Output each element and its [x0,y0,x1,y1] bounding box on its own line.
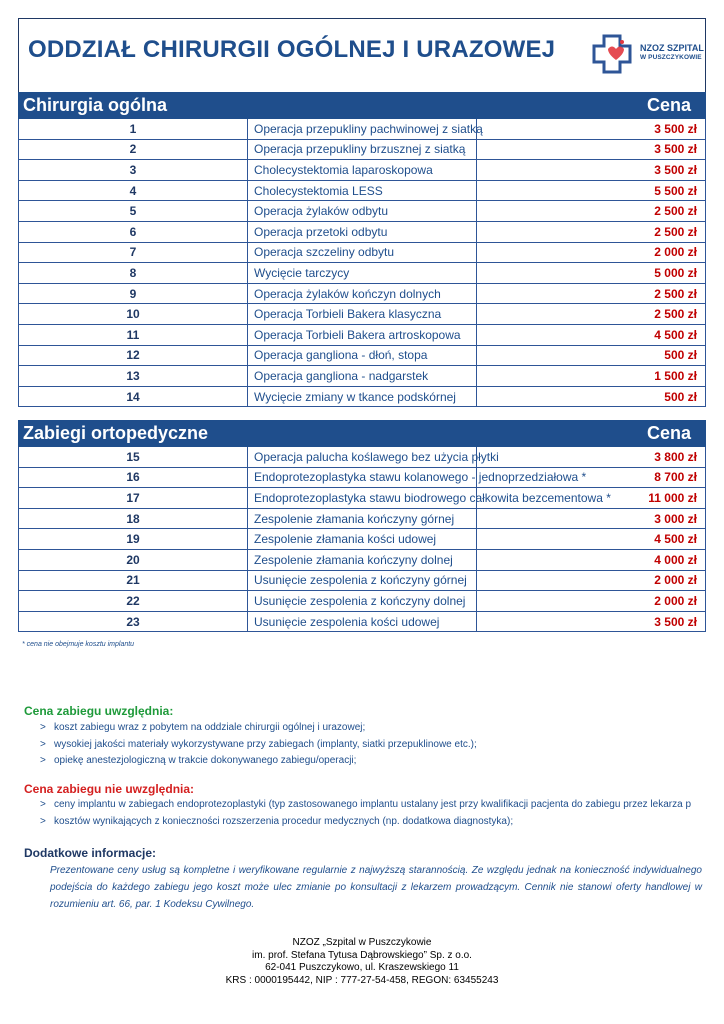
procedure-name: Zespolenie złamania kończyny dolnej [248,549,477,570]
list-item: > kosztów wynikających z konieczności rozszerzenia procedur medycznych (np. dodatkowa diagnostyka); [40,815,514,827]
procedure-name: Cholecystektomia laparoskopowa [248,160,477,181]
included-heading: Cena zabiegu uwzględnia: [24,704,174,718]
section-title: Chirurgia ogólna [19,93,477,119]
row-number: 15 [19,447,248,468]
price-column-header: Cena [477,421,706,447]
procedure-price: 5 500 zł [477,180,706,201]
general-surgery-table [18,92,706,407]
table-row [19,139,706,160]
row-number: 23 [19,611,248,632]
procedure-price: 500 zł [477,386,706,407]
list-item: > wysokiej jakości materiały wykorzystywane przy zabiegach (implanty, siatki przepuklinowe etc.); [40,738,477,750]
table-row [19,263,706,284]
table-row [19,366,706,387]
procedure-price: 3 500 zł [477,160,706,181]
procedure-price: 3 500 zł [477,139,706,160]
procedure-name: Operacja gangliona - dłoń, stopa [248,345,477,366]
procedure-price: 4 500 zł [477,529,706,550]
procedure-price: 8 700 zł [477,467,706,488]
table-row [19,570,706,591]
procedure-name: Operacja przepukliny brzusznej z siatką [248,139,477,160]
row-number: 9 [19,283,248,304]
orthopedic-rows [19,447,706,632]
procedure-name: Operacja żylaków odbytu [248,201,477,222]
row-number: 20 [19,549,248,570]
row-number: 11 [19,324,248,345]
procedure-price: 5 000 zł [477,263,706,284]
page-title: ODDZIAŁ CHIRURGII OGÓLNEJ I URAZOWEJ [28,36,556,63]
list-item: > koszt zabiegu wraz z pobytem na oddziale chirurgii ogólnej i urazowej; [40,722,366,733]
table-row [19,611,706,632]
procedure-name: Usunięcie zespolenia kości udowej [248,611,477,632]
footer [0,937,724,987]
procedure-name: Operacja Torbieli Bakera artroskopowa [248,324,477,345]
procedure-price: 2 500 zł [477,221,706,242]
row-number: 10 [19,304,248,325]
table-row [19,324,706,345]
procedure-name: Operacja przetoki odbytu [248,221,477,242]
section-title: Zabiegi ortopedyczne [19,421,477,447]
procedure-price: 500 zł [477,345,706,366]
additional-text: Prezentowane ceny usług są kompletne i weryfikowane regularnie z najwyższą starannością. Ze względu jednak na konieczność indywidualnego podejścia do każdego zabiegu jego koszt może ulec zmianie po konsultacji z lekarzem prowadzącym. Cennik nie stanowi oferty handlowej w rozumieniu art. 66, par. 1 Kodeksu Cywilnego. [50,865,702,910]
row-number: 19 [19,529,248,550]
section-header-general-surgery [19,93,706,119]
procedure-name: Operacja Torbieli Bakera klasyczna [248,304,477,325]
logo-line-2: W PUSZCZYKOWIE [640,54,702,61]
footer-line-3: 62-041 Puszczykowo, ul. Kraszewskiego 11 [265,962,459,973]
section-header-orthopedic [19,421,706,447]
procedure-price: 3 800 zł [477,447,706,468]
procedure-name: Wycięcie tarczycy [248,263,477,284]
list-item: > ceny implantu w zabiegach endoprotezoplastyki (typ zastosowanego implantu ustalany jest przy kwalifikacji pacjenta do zabiegu przez lekarza p [40,799,692,810]
row-number: 22 [19,591,248,612]
procedure-name: Usunięcie zespolenia z kończyny górnej [248,570,477,591]
procedure-name: Operacja żylaków kończyn dolnych [248,283,477,304]
procedure-price: 1 500 zł [477,366,706,387]
procedure-price: 2 000 zł [477,242,706,263]
table-row [19,242,706,263]
table-row [19,221,706,242]
excluded-list [40,797,704,830]
additional-heading: Dodatkowe informacje: [24,846,157,860]
procedure-name: Endoprotezoplastyka stawu kolanowego - jednoprzedziałowa * [248,467,477,488]
procedure-price: 4 500 zł [477,324,706,345]
table-row [19,201,706,222]
table-row [19,549,706,570]
list-item: > opiekę anestezjologiczną w trakcie dokonywanego zabiegu/operacji; [40,755,357,766]
logo-line-1: NZOZ SZPITAL [640,43,704,53]
row-number: 3 [19,160,248,181]
procedure-price: 3 000 zł [477,508,706,529]
implant-note: * cena nie obejmuje kosztu implantu [22,641,135,648]
table-row [19,119,706,140]
table-row [19,386,706,407]
table-row [19,508,706,529]
row-number: 14 [19,386,248,407]
row-number: 18 [19,508,248,529]
procedure-price: 3 500 zł [477,119,706,140]
procedure-price: 2 500 zł [477,283,706,304]
procedure-name: Usunięcie zespolenia z kończyny dolnej [248,591,477,612]
price-column-header: Cena [477,93,706,119]
table-row [19,529,706,550]
general-surgery-rows [19,119,706,407]
footer-line-2: im. prof. Stefana Tytusa Dąbrowskiego” Sp. z o.o. [252,949,472,961]
procedure-price: 2 000 zł [477,570,706,591]
row-number: 21 [19,570,248,591]
row-number: 4 [19,180,248,201]
procedure-name: Zespolenie złamania kości udowej [248,529,477,550]
row-number: 16 [19,467,248,488]
procedure-price: 2 000 zł [477,591,706,612]
table-row [19,304,706,325]
table-row [19,591,706,612]
procedure-name: Zespolenie złamania kończyny górnej [248,508,477,529]
row-number: 1 [19,119,248,140]
table-row [19,283,706,304]
procedure-name: Operacja szczeliny odbytu [248,242,477,263]
table-row [19,488,706,509]
table-row [19,467,706,488]
procedure-name: Operacja palucha koślawego bez użycia płytki [248,447,477,468]
row-number: 17 [19,488,248,509]
row-number: 8 [19,263,248,284]
procedure-name: Endoprotezoplastyka stawu biodrowego całkowita bezcementowa * [248,488,477,509]
table-row [19,345,706,366]
procedure-price: 4 000 zł [477,549,706,570]
logo-text [640,43,704,63]
table-row [19,160,706,181]
footer-line-1: NZOZ „Szpital w Puszczykowie [292,937,432,948]
orthopedic-table [18,420,706,632]
row-number: 5 [19,201,248,222]
row-number: 6 [19,221,248,242]
procedure-price: 3 500 zł [477,611,706,632]
table-row [19,447,706,468]
excluded-heading: Cena zabiegu nie uwzględnia: [24,782,195,796]
procedure-name: Operacja przepukliny pachwinowej z siatką [248,119,477,140]
footer-line-4: KRS : 0000195442, NIP : 777-27-54-458, REGON: 63455243 [225,974,499,986]
procedure-price: 11 000 zł [477,488,706,509]
procedure-name: Wycięcie zmiany w tkance podskórnej [248,386,477,407]
row-number: 2 [19,139,248,160]
procedure-name: Cholecystektomia LESS [248,180,477,201]
included-list [40,720,477,770]
procedure-name: Operacja gangliona - nadgarstek [248,366,477,387]
procedure-price: 2 500 zł [477,201,706,222]
procedure-price: 2 500 zł [477,304,706,325]
row-number: 7 [19,242,248,263]
table-row [19,180,706,201]
row-number: 13 [19,366,248,387]
row-number: 12 [19,345,248,366]
